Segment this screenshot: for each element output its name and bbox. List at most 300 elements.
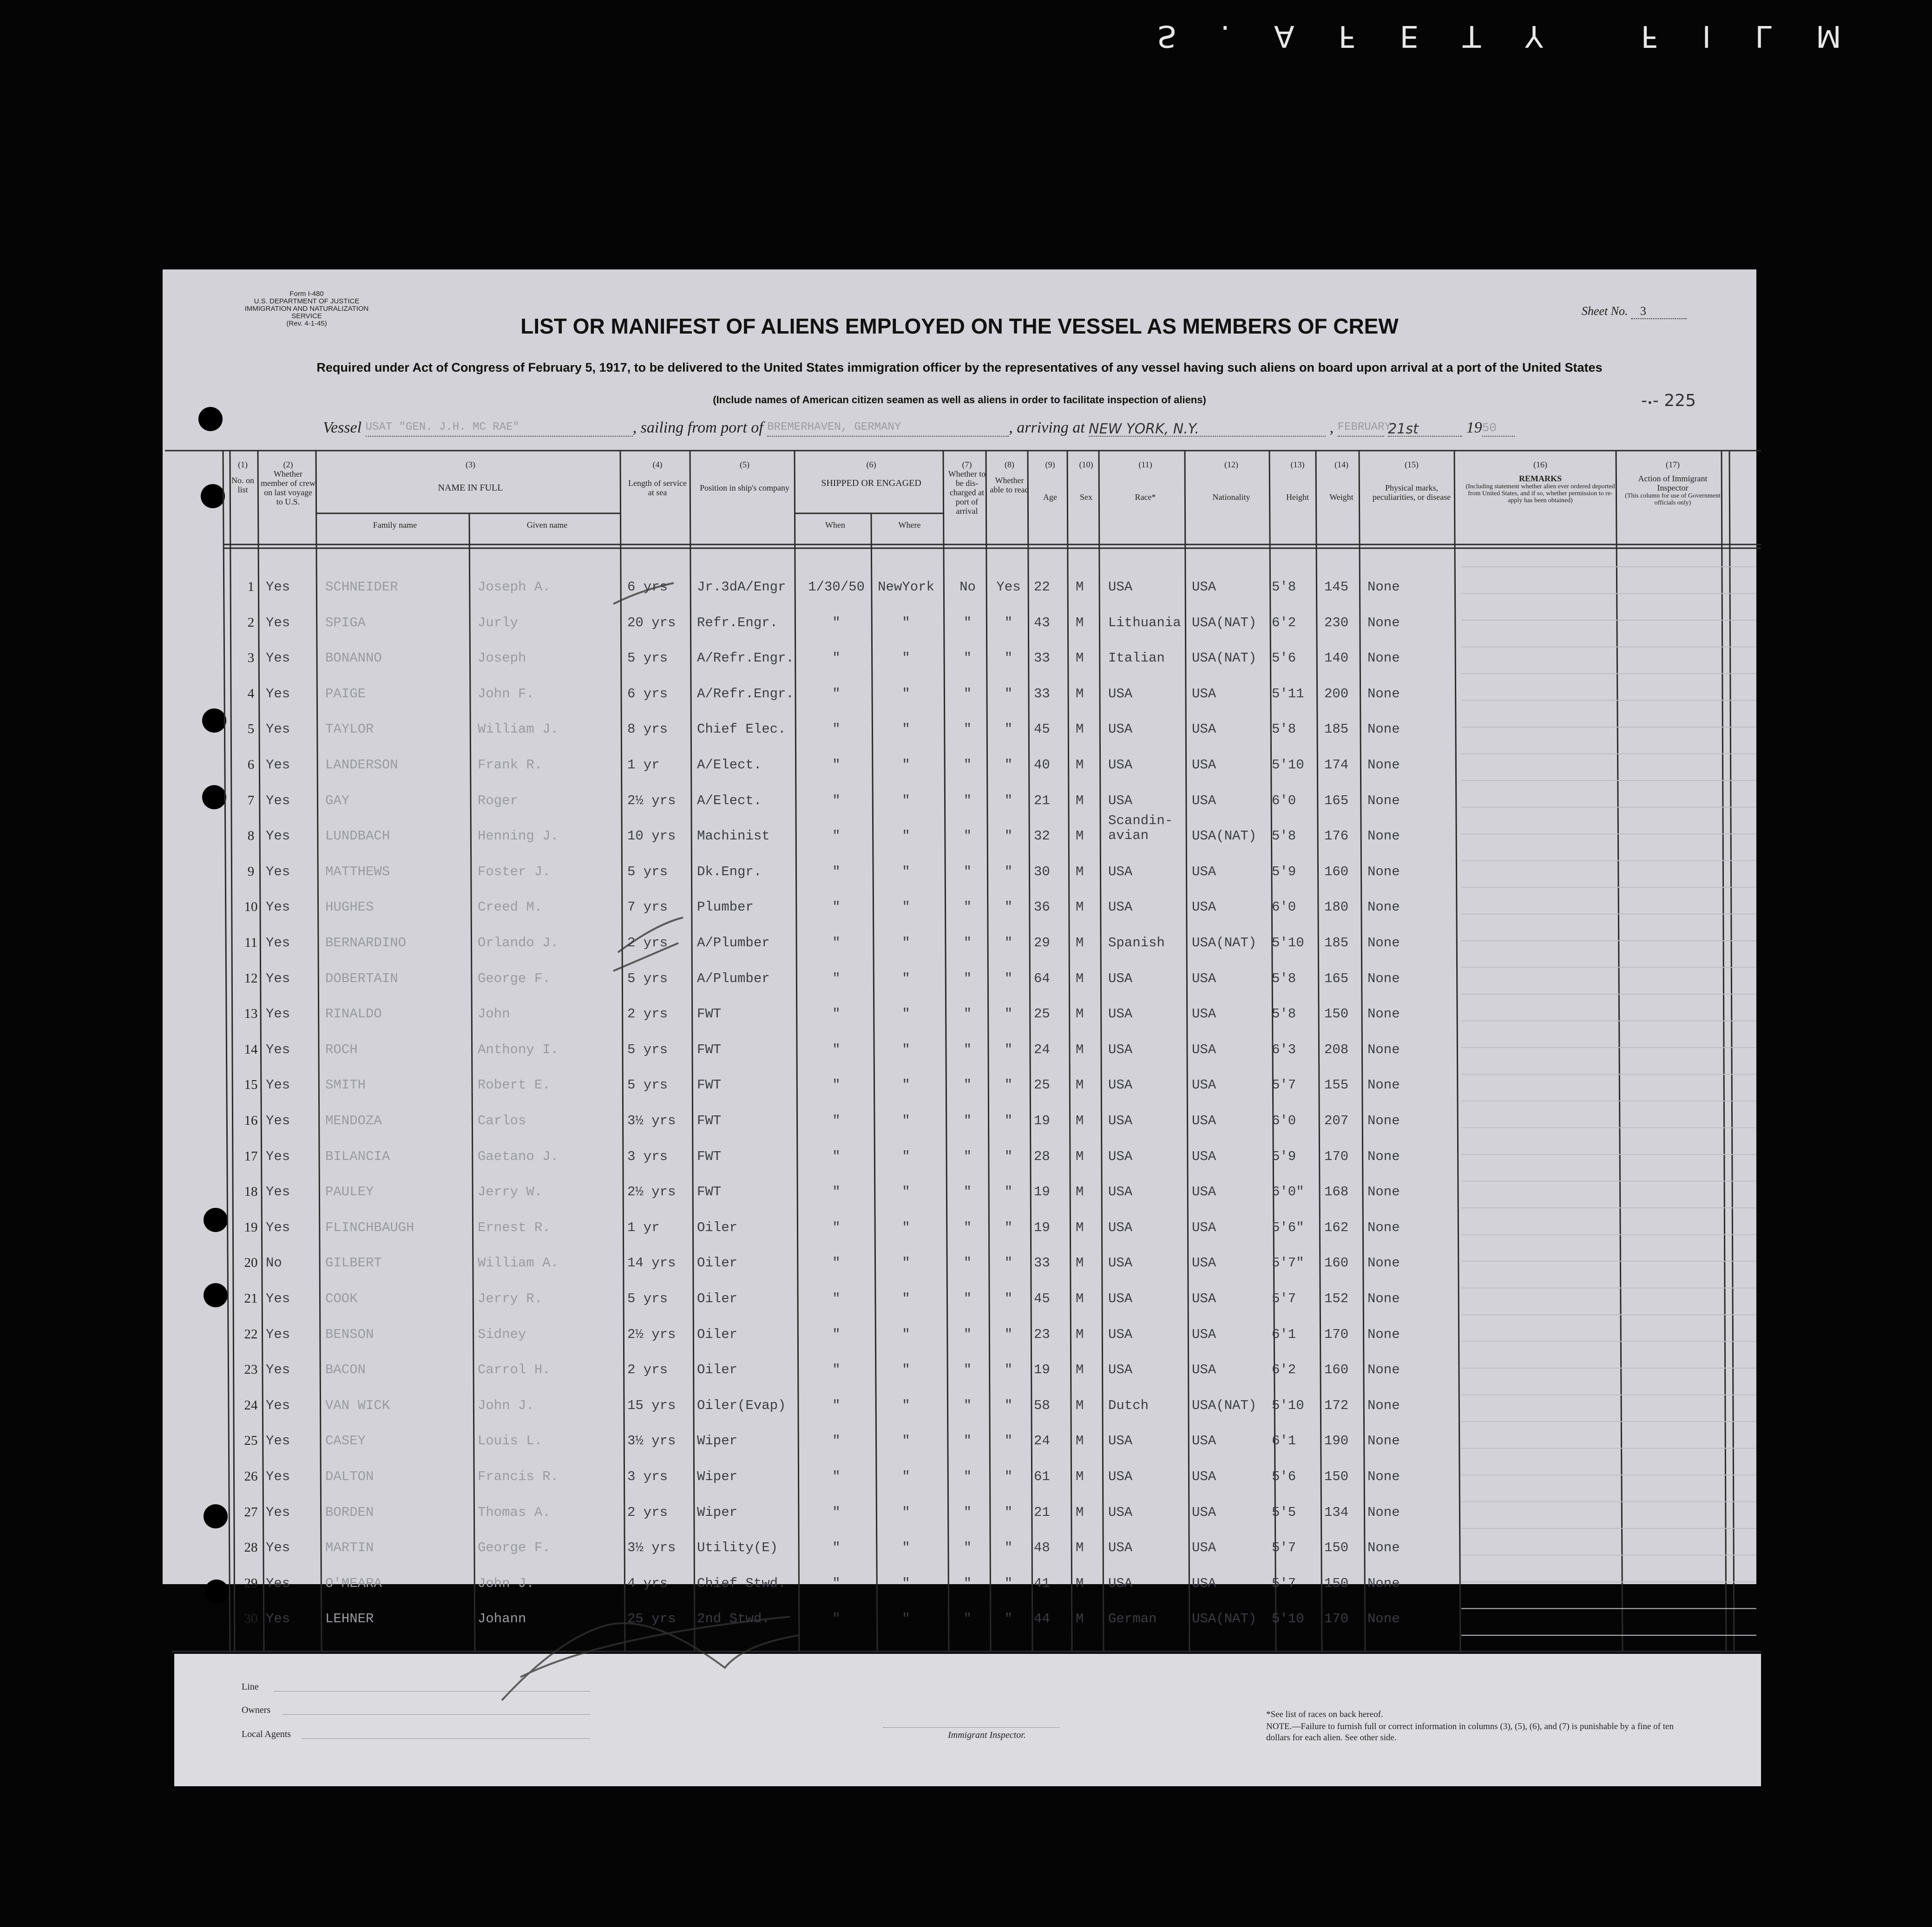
- cell-sex: M: [1076, 615, 1084, 630]
- cell-read: ": [1004, 1575, 1013, 1591]
- cell-nat: USA: [1192, 1148, 1216, 1164]
- cell-marks: None: [1367, 686, 1400, 701]
- cell-where: ": [902, 757, 910, 773]
- footer-line-label: Line: [242, 1682, 259, 1692]
- cell-height: 5'7: [1272, 1575, 1296, 1591]
- cell-position: 2nd Stwd.: [697, 1611, 770, 1627]
- cell-read: ": [1004, 1362, 1013, 1378]
- cell-nat: USA(NAT): [1192, 1611, 1257, 1627]
- cell-age: 19: [1034, 1219, 1050, 1235]
- cell-sex: M: [1076, 1362, 1084, 1378]
- cell-nat: USA: [1192, 793, 1216, 808]
- cell-nat: USA: [1192, 757, 1216, 773]
- cell-race: Dutch: [1108, 1397, 1149, 1413]
- col6-header: (6) SHIPPED OR ENGAGED: [821, 460, 921, 488]
- cell-last: Yes: [266, 1575, 290, 1591]
- cell-last: Yes: [266, 1006, 290, 1022]
- col8-header: (8) Whether able to read: [990, 460, 1029, 494]
- cell-height: 5'10: [1272, 1611, 1304, 1627]
- arriving-port: NEW YORK, N.Y.: [1089, 421, 1326, 437]
- cell-given: Joseph A.: [478, 579, 551, 595]
- cell-no: 16: [244, 1113, 258, 1128]
- cell-no: 7: [247, 793, 255, 808]
- cell-weight: 150: [1324, 1575, 1349, 1591]
- subtitle-note: (Include names of American citizen seamen as well as aliens in order to facilitate inspection of aliens): [713, 394, 1206, 406]
- cell-race: USA: [1108, 1219, 1133, 1235]
- footer-owners-label: Owners: [242, 1705, 271, 1715]
- cell-no: 27: [244, 1504, 258, 1520]
- cell-where: ": [902, 721, 910, 737]
- cell-family: BILANCIA: [325, 1148, 390, 1164]
- cell-where: ": [902, 1611, 910, 1627]
- cell-race: Lithuania: [1108, 615, 1181, 630]
- cell-race: USA: [1108, 793, 1133, 808]
- cell-service: 25 yrs: [627, 1611, 676, 1627]
- cell-family: LUNDBACH: [325, 828, 390, 844]
- cell-given: William A.: [478, 1255, 559, 1271]
- cell-where: ": [902, 1433, 910, 1449]
- cell-when: ": [832, 1504, 841, 1520]
- cell-height: 5'8: [1272, 970, 1296, 986]
- owners-field: [283, 1714, 590, 1715]
- cell-no: 23: [244, 1362, 258, 1377]
- cell-weight: 155: [1324, 1077, 1349, 1093]
- cell-sex: M: [1076, 686, 1084, 701]
- cell-last: Yes: [266, 1469, 290, 1484]
- cell-marks: None: [1367, 721, 1400, 737]
- cell-sex: M: [1076, 899, 1084, 915]
- cell-marks: None: [1367, 1184, 1400, 1200]
- cell-weight: 160: [1324, 1255, 1349, 1271]
- cell-sex: M: [1076, 1006, 1084, 1022]
- cell-height: 5'6": [1272, 1219, 1304, 1235]
- cell-dis: ": [963, 1148, 972, 1164]
- cell-position: FWT: [697, 1184, 722, 1200]
- cell-service: 14 yrs: [627, 1255, 676, 1271]
- col2-header: (2) Whether member of crew on last voyage to U.S.: [261, 460, 315, 506]
- cell-service: 5 yrs: [627, 1291, 668, 1306]
- col15-header: (15) Physical marks, peculiarities, or disease: [1372, 460, 1451, 502]
- cell-age: 21: [1034, 1504, 1050, 1520]
- page-title: LIST OR MANIFEST OF ALIENS EMPLOYED ON THE VESSEL AS MEMBERS OF CREW: [520, 314, 1399, 338]
- cell-last: Yes: [266, 1326, 290, 1342]
- cell-service: 15 yrs: [627, 1397, 676, 1413]
- sailing-label: , sailing from port of: [632, 419, 763, 436]
- cell-no: 11: [244, 935, 257, 950]
- cell-height: 5'7: [1272, 1291, 1296, 1306]
- cell-position: Dk.Engr.: [697, 864, 762, 879]
- cell-weight: 208: [1324, 1042, 1349, 1057]
- col16-header: (16) REMARKS (Including statement whether alien ever ordered deported from United States, and if so, whether permission to re-apply has been obtained): [1465, 460, 1615, 504]
- form-number: Form I-480: [289, 290, 324, 298]
- cell-where: ": [902, 793, 910, 808]
- cell-race: USA: [1108, 1006, 1133, 1022]
- cell-no: 12: [244, 970, 258, 986]
- cell-where: ": [902, 1397, 910, 1413]
- cell-height: 5'6: [1272, 650, 1296, 666]
- cell-height: 6'0: [1272, 899, 1296, 915]
- cell-when: ": [832, 757, 841, 773]
- cell-service: 3 yrs: [627, 1148, 668, 1164]
- cell-nat: USA: [1192, 864, 1216, 879]
- cell-when: ": [832, 1077, 841, 1093]
- cell-service: 6 yrs: [627, 579, 668, 595]
- cell-last: No: [266, 1255, 282, 1271]
- cell-given: Jerry R.: [478, 1291, 543, 1306]
- cell-given: Orlando J.: [478, 935, 559, 950]
- cell-marks: None: [1367, 1113, 1400, 1128]
- cell-nat: USA: [1192, 1326, 1216, 1342]
- col9-header: (9) Age: [1043, 460, 1057, 502]
- cell-position: Oiler: [697, 1326, 738, 1342]
- cell-last: Yes: [266, 1077, 290, 1093]
- cell-height: 5'8: [1272, 721, 1296, 737]
- cell-last: Yes: [266, 579, 290, 595]
- cell-height: 5'10: [1272, 935, 1304, 950]
- where-header: Where: [898, 520, 921, 530]
- cell-given: Joseph: [478, 650, 526, 666]
- cell-service: 2 yrs: [627, 1504, 668, 1520]
- year-prefix: 19: [1466, 419, 1482, 436]
- cell-weight: 150: [1324, 1006, 1349, 1022]
- cell-read: ": [1004, 721, 1013, 737]
- cell-marks: None: [1367, 1575, 1400, 1591]
- cell-service: 5 yrs: [627, 970, 668, 986]
- cell-read: ": [1004, 1469, 1013, 1484]
- cell-dis: ": [963, 970, 972, 986]
- cell-read: ": [1004, 1113, 1013, 1128]
- cell-given: Thomas A.: [478, 1504, 551, 1520]
- cell-marks: None: [1367, 1255, 1400, 1271]
- col10-header: (10) Sex: [1079, 460, 1093, 502]
- cell-race: USA: [1108, 1540, 1133, 1556]
- cell-family: CASEY: [325, 1433, 366, 1449]
- cell-nat: USA(NAT): [1192, 1397, 1257, 1413]
- cell-no: 2: [247, 615, 255, 630]
- cell-given: George F.: [478, 970, 551, 986]
- cell-service: 5 yrs: [627, 1042, 668, 1057]
- cell-last: Yes: [266, 1184, 290, 1200]
- cell-when: ": [832, 1042, 841, 1057]
- cell-family: DOBERTAIN: [325, 970, 398, 986]
- cell-age: 30: [1034, 864, 1050, 879]
- cell-given: Jerry W.: [478, 1184, 543, 1200]
- cell-marks: None: [1367, 793, 1400, 808]
- cell-sex: M: [1076, 864, 1084, 879]
- cell-last: Yes: [266, 864, 290, 879]
- cell-read: ": [1004, 1433, 1013, 1449]
- cell-service: 2½ yrs: [627, 793, 676, 808]
- cell-dis: ": [963, 828, 972, 844]
- cell-read: ": [1004, 828, 1013, 844]
- cell-service: 2 yrs: [627, 1362, 668, 1378]
- sheet-value: 3: [1631, 304, 1687, 319]
- cell-weight: 152: [1324, 1291, 1349, 1306]
- penalty-note: NOTE.—Failure to furnish full or correct information in columns (3), (5), (6), and (7) is punishable by a fine of ten dollars for each alien. See other side.: [1266, 1722, 1674, 1743]
- date-month: FEBRUARY: [1338, 421, 1384, 437]
- cell-dis: ": [963, 1042, 972, 1057]
- cell-family: BACON: [325, 1362, 366, 1378]
- cell-sex: M: [1076, 1042, 1084, 1057]
- cell-weight: 162: [1324, 1219, 1349, 1235]
- cell-no: 28: [244, 1540, 258, 1555]
- cell-given: Jurly: [478, 615, 519, 630]
- cell-when: ": [832, 793, 841, 808]
- cell-position: Machinist: [697, 828, 770, 844]
- cell-age: 40: [1034, 757, 1050, 773]
- cell-given: Gaetano J.: [478, 1148, 559, 1164]
- cell-last: Yes: [266, 793, 290, 808]
- races-note: *See list of races on back hereof.: [1266, 1710, 1383, 1719]
- cell-race: Spanish: [1108, 935, 1165, 950]
- cell-dis: ": [963, 1469, 972, 1484]
- cell-when: ": [832, 1291, 841, 1306]
- cell-marks: None: [1367, 828, 1400, 844]
- cell-sex: M: [1076, 1113, 1084, 1128]
- col14-header: (14) Weight: [1329, 460, 1354, 502]
- cell-given: Anthony I.: [478, 1042, 559, 1057]
- cell-read: ": [1004, 1326, 1013, 1342]
- cell-race: USA: [1108, 1113, 1133, 1128]
- cell-given: John J.: [478, 1397, 534, 1413]
- cell-when: ": [832, 1255, 841, 1271]
- vessel-label: Vessel: [323, 419, 362, 436]
- cell-nat: USA: [1192, 1184, 1216, 1200]
- cell-position: Oiler(Evap): [697, 1397, 786, 1413]
- inspector-label: Immigrant Inspector.: [948, 1730, 1026, 1740]
- cell-when: ": [832, 1219, 841, 1235]
- cell-service: 5 yrs: [627, 1077, 668, 1093]
- cell-position: A/Elect.: [697, 793, 762, 808]
- cell-sex: M: [1076, 1326, 1084, 1342]
- cell-family: FLINCHBAUGH: [325, 1219, 414, 1235]
- cell-marks: None: [1367, 1433, 1400, 1449]
- cell-given: Henning J.: [478, 828, 559, 844]
- cell-height: 5'9: [1272, 1148, 1296, 1164]
- cell-age: 48: [1034, 1540, 1050, 1556]
- cell-last: Yes: [266, 899, 290, 915]
- cell-where: ": [902, 899, 910, 915]
- cell-given: Robert E.: [478, 1077, 551, 1093]
- cell-family: GAY: [325, 793, 350, 808]
- cell-dis: ": [963, 686, 972, 701]
- cell-sex: M: [1076, 935, 1084, 950]
- cell-where: ": [902, 686, 910, 701]
- cell-read: ": [1004, 1611, 1013, 1627]
- cell-service: 5 yrs: [627, 650, 668, 666]
- cell-position: FWT: [697, 1113, 722, 1128]
- cell-when: ": [832, 615, 841, 630]
- cell-when: ": [832, 1433, 841, 1449]
- cell-weight: 150: [1324, 1469, 1349, 1484]
- col3-header: (3) NAME IN FULL: [438, 460, 503, 493]
- cell-marks: None: [1367, 1006, 1400, 1022]
- cell-marks: None: [1367, 615, 1400, 630]
- cell-family: MARTIN: [325, 1540, 374, 1556]
- cell-family: DALTON: [325, 1469, 374, 1484]
- date-day: 21st: [1388, 421, 1462, 437]
- service-name: IMMIGRATION AND NATURALIZATION SERVICE: [244, 305, 369, 320]
- cell-position: FWT: [697, 1148, 722, 1164]
- cell-family: COOK: [325, 1291, 358, 1306]
- cell-weight: 165: [1324, 970, 1349, 986]
- cell-height: 5'8: [1272, 579, 1296, 595]
- cell-sex: M: [1076, 1255, 1084, 1271]
- cell-nat: USA: [1192, 721, 1216, 737]
- cell-no: 26: [244, 1469, 258, 1484]
- cell-weight: 190: [1324, 1433, 1349, 1449]
- cell-where: ": [902, 1219, 910, 1235]
- cell-age: 25: [1034, 1077, 1050, 1093]
- cell-dis: ": [963, 935, 972, 950]
- cell-nat: USA(NAT): [1192, 615, 1257, 630]
- cell-family: BORDEN: [325, 1504, 374, 1520]
- cell-weight: 160: [1324, 864, 1349, 879]
- cell-height: 5'7: [1272, 1077, 1296, 1093]
- cell-no: 24: [244, 1397, 258, 1413]
- cell-position: FWT: [697, 1006, 722, 1022]
- cell-read: ": [1004, 1540, 1013, 1556]
- cell-sex: M: [1076, 828, 1084, 844]
- cell-where: ": [902, 1469, 910, 1484]
- cell-when: ": [832, 1006, 841, 1022]
- cell-weight: 145: [1324, 579, 1349, 595]
- cell-read: ": [1004, 1184, 1013, 1200]
- cell-last: Yes: [266, 1148, 290, 1164]
- cell-marks: None: [1367, 1611, 1400, 1627]
- cell-nat: USA: [1192, 1255, 1216, 1271]
- cell-age: 28: [1034, 1148, 1050, 1164]
- cell-age: 45: [1034, 1291, 1050, 1306]
- when-header: When: [825, 520, 845, 530]
- cell-marks: None: [1367, 1326, 1400, 1342]
- cell-marks: None: [1367, 579, 1400, 595]
- footer-agents-label: Local Agents: [242, 1729, 291, 1739]
- cell-position: Refr.Engr.: [697, 615, 778, 630]
- cell-when: ": [832, 1611, 841, 1627]
- cell-age: 32: [1034, 828, 1050, 844]
- cell-race: USA: [1108, 1433, 1133, 1449]
- cell-age: 36: [1034, 899, 1050, 915]
- cell-marks: None: [1367, 1042, 1400, 1057]
- cell-service: 4 yrs: [627, 1575, 668, 1591]
- cell-when: ": [832, 828, 841, 844]
- cell-weight: 170: [1324, 1326, 1349, 1342]
- col5-header: (5) Position in ship's company: [700, 460, 789, 492]
- cell-last: Yes: [266, 686, 290, 701]
- cell-dis: ": [963, 1611, 972, 1627]
- cell-where: ": [902, 1184, 910, 1200]
- cell-service: 2½ yrs: [627, 1184, 676, 1200]
- cell-where: ": [902, 1042, 910, 1057]
- inspector-field: [883, 1727, 1059, 1728]
- cell-height: 6'1: [1272, 1326, 1296, 1342]
- cell-position: A/Plumber: [697, 970, 770, 986]
- cell-where: ": [902, 650, 910, 666]
- cell-no: 14: [244, 1042, 258, 1057]
- cell-where: ": [902, 864, 910, 879]
- cell-weight: 170: [1324, 1611, 1349, 1627]
- cell-read: ": [1004, 1255, 1013, 1271]
- cell-service: 3½ yrs: [627, 1113, 676, 1128]
- cell-last: Yes: [266, 1113, 290, 1128]
- cell-marks: None: [1367, 1219, 1400, 1235]
- cell-dis: ": [963, 721, 972, 737]
- cell-read: ": [1004, 1504, 1013, 1520]
- cell-read: ": [1004, 1148, 1013, 1164]
- cell-height: 6'0": [1272, 1184, 1304, 1200]
- cell-family: LEHNER: [325, 1611, 374, 1627]
- cell-height: 5'5: [1272, 1504, 1296, 1520]
- cell-nat: USA: [1192, 1469, 1216, 1484]
- cell-no: 21: [244, 1291, 258, 1306]
- cell-when: ": [832, 864, 841, 879]
- cell-dis: ": [963, 1184, 972, 1200]
- sheet-label: Sheet No.: [1581, 304, 1628, 318]
- cell-sex: M: [1076, 970, 1084, 986]
- cell-race: German: [1108, 1611, 1157, 1627]
- cell-read: ": [1004, 615, 1013, 630]
- cell-nat: USA(NAT): [1192, 650, 1257, 666]
- cell-no: 19: [244, 1219, 258, 1235]
- cell-no: 17: [244, 1148, 258, 1164]
- cell-service: 2½ yrs: [627, 1326, 676, 1342]
- cell-sex: M: [1076, 1469, 1084, 1484]
- cell-family: TAYLOR: [325, 721, 374, 737]
- cell-given: William J.: [478, 721, 559, 737]
- cell-height: 6'0: [1272, 1113, 1296, 1128]
- cell-last: Yes: [266, 1219, 290, 1235]
- cell-given: Carlos: [478, 1113, 526, 1128]
- cell-position: A/Plumber: [697, 935, 770, 950]
- cell-age: 33: [1034, 686, 1050, 701]
- cell-last: Yes: [266, 1362, 290, 1378]
- cell-where: ": [902, 1504, 910, 1520]
- cell-marks: None: [1367, 864, 1400, 879]
- cell-age: 22: [1034, 579, 1050, 595]
- cell-given: George F.: [478, 1540, 551, 1556]
- cell-race: USA: [1108, 864, 1133, 879]
- cell-nat: USA: [1192, 1077, 1216, 1093]
- cell-last: Yes: [266, 1291, 290, 1306]
- cell-sex: M: [1076, 1291, 1084, 1306]
- cell-no: 8: [247, 828, 255, 844]
- cell-weight: 185: [1324, 935, 1349, 950]
- cell-given: Frank R.: [478, 757, 543, 773]
- department: U.S. DEPARTMENT OF JUSTICE: [254, 297, 360, 305]
- cell-no: 10: [244, 899, 258, 915]
- cell-service: 20 yrs: [627, 615, 676, 630]
- cell-family: SPIGA: [325, 615, 366, 630]
- sailing-port: BREMERHAVEN, GERMANY: [767, 421, 1009, 437]
- cell-last: Yes: [266, 1504, 290, 1520]
- cell-race: Scandin-avian: [1108, 813, 1173, 844]
- cell-position: Oiler: [697, 1291, 738, 1306]
- cell-family: BERNARDINO: [325, 935, 407, 950]
- cell-position: Utility(E): [697, 1540, 778, 1556]
- cell-given: Carrol H.: [478, 1362, 551, 1378]
- cell-race: USA: [1108, 757, 1133, 773]
- cell-age: 45: [1034, 721, 1050, 737]
- cell-when: ": [832, 1362, 841, 1378]
- cell-when: ": [832, 1540, 841, 1556]
- cell-dis: ": [963, 1575, 972, 1591]
- cell-nat: USA: [1192, 1362, 1216, 1378]
- cell-family: MATTHEWS: [325, 864, 390, 879]
- cell-last: Yes: [266, 615, 290, 630]
- cell-when: ": [832, 1397, 841, 1413]
- cell-when: ": [832, 1113, 841, 1128]
